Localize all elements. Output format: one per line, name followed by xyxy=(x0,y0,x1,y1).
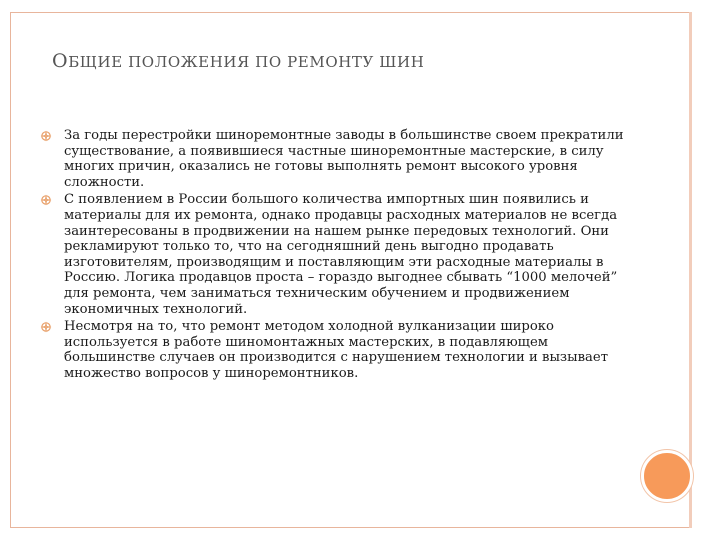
bullet-text: С появлением в России большого количества импортных шин появились и материалы для их ремонта, однако продавцы расходных материалов не всегда заинтересованы в продвижении на нашем рынке передовых технологий. Они рекламируют только то, что на сегодняшний день выгодно продавать изготовителям, производящим и поставляющим эти расходные материалы в Россию. Логика продавцов проста – гораздо выгоднее сбывать “1000 мелочей” для ремонта, чем заниматься техническим обучением и продвижением экономичных технологий. xyxy=(64,192,618,317)
compass-star-icon xyxy=(40,321,52,333)
bullet-text: За годы перестройки шиноремонтные заводы в большинстве своем прекратили существование, а появившиеся частные шиноремонтные мастерские, в силу многих причин, оказались не готовы выполнять ремонт высокого уровня сложности. xyxy=(64,128,624,190)
slide-title xyxy=(52,50,672,72)
orange-circle-decoration xyxy=(641,450,693,502)
title-first-letter: О xyxy=(52,50,69,72)
list-item xyxy=(40,192,628,317)
frame-right-strip xyxy=(689,12,692,528)
compass-star-icon xyxy=(40,194,52,206)
list-item xyxy=(40,128,628,190)
list-item xyxy=(40,319,628,381)
title-rest: БЩИЕ ПОЛОЖЕНИЯ ПО РЕМОНТУ ШИН xyxy=(68,53,425,71)
bullet-list xyxy=(40,128,628,384)
bullet-text: Несмотря на то, что ремонт методом холодной вулканизации широко используется в работе шиномонтажных мастерских, в подавляющем большинстве случаев он производится с нарушением технологии и вызывает множество вопросов у шиноремонтников. xyxy=(64,319,609,381)
compass-star-icon xyxy=(40,130,52,142)
